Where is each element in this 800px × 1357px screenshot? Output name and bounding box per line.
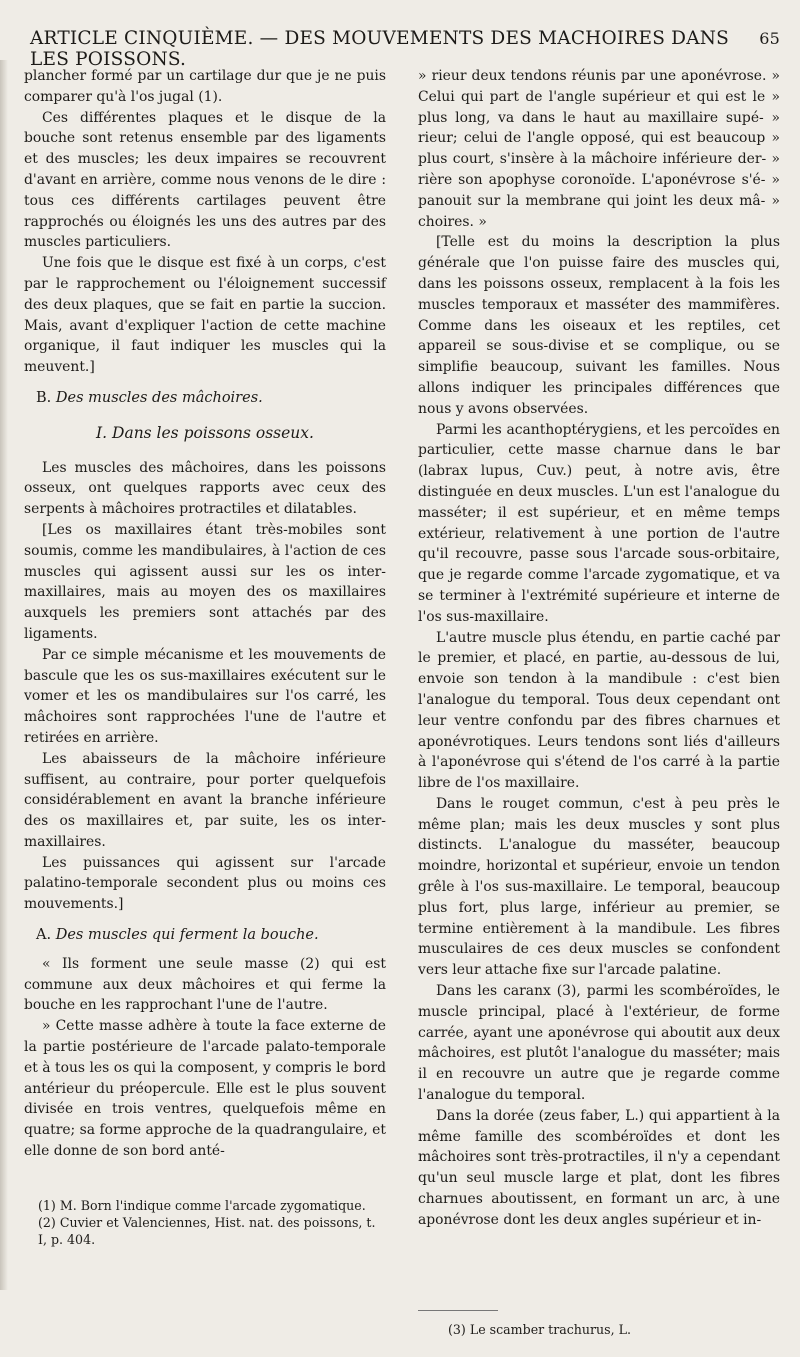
paragraph: [Telle est du moins la description la plus générale que l'on puisse faire des muscles qui, dans les poissons osseux, remplacent à la fois les muscles temporaux et masséter des mammifères. Comme dans les oiseaux et les reptiles, cet appareil se sous-divise et se complique, ou se simplifie beaucoup, suivant les familles. Nous allons indiquer les principales différences que nous y avons observées.: [418, 234, 780, 417]
running-title: ARTICLE CINQUIÈME. — DES MOUVEMENTS DES MACHOIRES DANS LES POISSONS.: [30, 28, 730, 70]
page-number: 65: [759, 29, 780, 48]
running-header: [30, 28, 780, 70]
section-title: Des muscles qui ferment la bouche.: [55, 927, 319, 944]
paragraph: L'autre muscle plus étendu, en partie caché par le premier, et placé, en partie, au-dessous de lui, envoie son tendon à la mandibule : c'est bien l'analogue du temporal. Tous deux cependant ont leur ventre confondu par des fibres charnues et aponévrotiques. Leurs tendons sont liés d'ailleurs à l'aponévrose qui s'étend de l'os carré à la partie libre de l'os maxillaire.: [418, 629, 780, 792]
paragraph: Les puissances qui agissent sur l'arcade palatino-temporale secondent plus ou moins ces mouvements.]: [24, 854, 386, 913]
paragraph: » Cette masse adhère à toute la face externe de la partie postérieure de l'arcade palato-temporale et à tous les os qui la composent, y compris le bord antérieur du préopercule. Elle est le plus souvent divisée en trois ventres, quelquefois même en quatre; sa forme approche de la quadrangulaire, et elle donne de son bord anté-: [24, 1018, 386, 1160]
paragraph: » rieur deux tendons réunis par une aponévrose. » Celui qui part de l'angle supérieur et qui est le » plus long, va dans le haut au maxillaire supé- » rieur; celui de l'angle opposé, qui est beaucoup » plus court, s'insère à la mâchoire inférieure der- » rière son apophyse coronoïde. L'aponévrose s'é- » panouit sur la membrane qui joint les deux mâ- » choires. »: [418, 68, 780, 230]
footnote: (2) Cuvier et Valenciennes, Hist. nat. des poissons, t. I, p. 404.: [38, 1215, 376, 1247]
paragraph: Les abaisseurs de la mâchoire inférieure suffisent, au contraire, pour porter quelquefois considérablement en avant la branche inférieure des os maxillaires et, par suite, les os inter-maxillaires.: [24, 750, 386, 850]
paragraph: Les muscles des mâchoires, dans les poissons osseux, ont quelques rapports avec ceux des serpents à mâchoires protractiles et dilatables.: [24, 459, 386, 518]
paragraph: Dans les caranx (3), parmi les scombéroïdes, le muscle principal, placé à l'extérieur, de forme carrée, ayant une aponévrose qui aboutit aux deux mâchoires, est plutôt l'analogue du masséter; mais il en recouvre un autre que je regarde comme l'analogue du temporal.: [418, 983, 780, 1104]
footnote: (3) Le scamber trachurus, L.: [448, 1322, 631, 1337]
right-column: [418, 66, 780, 1231]
paragraph: Par ce simple mécanisme et les mouvements de bascule que les os sus-maxillaires exécutent sur le vomer et les os mandibulaires sur l'os carré, les mâchoires sont rapprochées l'une de l'autre et retirées en arrière.: [24, 646, 386, 746]
paragraph: Parmi les acanthoptérygiens, et les percoïdes en particulier, cette masse charnue dans le bar (labrax lupus, Cuv.) peut, à notre avis, être distinguée en deux muscles. L'un est l'analogue du masséter; il est supérieur, et en même temps extérieur, relativement à une portion de l'autre qu'il recouvre, passe sous l'arcade sous-orbitaire, que je regarde comme l'arcade zygomatique, et va se terminer à l'extrémité supérieure et interne de l'os sus-maxillaire.: [418, 421, 780, 625]
left-column: [24, 66, 386, 1162]
footnote-rule: [418, 1310, 498, 1311]
paragraph: Dans le rouget commun, c'est à peu près le même plan; mais les deux muscles y sont plus distincts. L'analogue du masséter, beaucoup moindre, horizontal et supérieur, envoie un tendon grêle à l'os sus-maxillaire. Le temporal, beaucoup plus fort, plus large, inférieur au premier, se termine entièrement à la mandibule. Les fibres musculaires de ces deux muscles se confondent vers leur attache fixe sur l'arcade palatine.: [418, 795, 780, 979]
footnote: (1) M. Born l'indique comme l'arcade zygomatique.: [38, 1198, 366, 1213]
section-letter: B.: [36, 389, 52, 406]
paragraph: [Les os maxillaires étant très-mobiles sont soumis, comme les mandibulaires, à l'action de ces muscles qui agissent aussi sur les os inter-maxillaires, mais au moyen des os maxillaires auxquels les premiers sont attachés par des ligaments.: [24, 521, 386, 642]
left-footnotes: [38, 1197, 388, 1248]
paragraph: Une fois que le disque est fixé à un corps, c'est par le rapprochement ou l'éloignement successif des deux plaques, que se fait en partie la succion. Mais, avant d'expliquer l'action de cette machine organique, il faut indiquer les muscles qui la meuvent.]: [24, 255, 386, 376]
page-gutter-shadow: [0, 60, 8, 1290]
paragraph: Dans la dorée (zeus faber, L.) qui appartient à la même famille des scombéroïdes et dont les mâchoires sont très-protractiles, il n'y a cependant qu'un seul muscle large et plat, dont les fibres charnues aboutissent, en formant un arc, à une aponévrose dont les deux angles supérieur et in-: [418, 1107, 780, 1228]
section-heading-a: [36, 925, 386, 946]
paragraph: « Ils forment une seule masse (2) qui est commune aux deux mâchoires et qui ferme la bouche en les rapprochant l'une de l'autre.: [24, 955, 386, 1014]
subsection-heading-i: I. Dans les poissons osseux.: [96, 423, 314, 442]
section-title: Des muscles des mâchoires.: [55, 389, 263, 406]
section-letter: A.: [36, 927, 52, 944]
paragraph: Ces différentes plaques et le disque de la bouche sont retenus ensemble par des ligaments et des muscles; les deux impaires se recouvrent d'avant en arrière, comme nous venons de le dire : tous ces différents cartilages peuvent être rapprochés ou éloignés les uns des autres par des muscles particuliers.: [24, 109, 386, 251]
paragraph: plancher formé par un cartilage dur que je ne puis comparer qu'à l'os jugal (1).: [24, 68, 386, 105]
right-footnotes: [448, 1321, 778, 1338]
section-heading-b: [36, 388, 386, 409]
